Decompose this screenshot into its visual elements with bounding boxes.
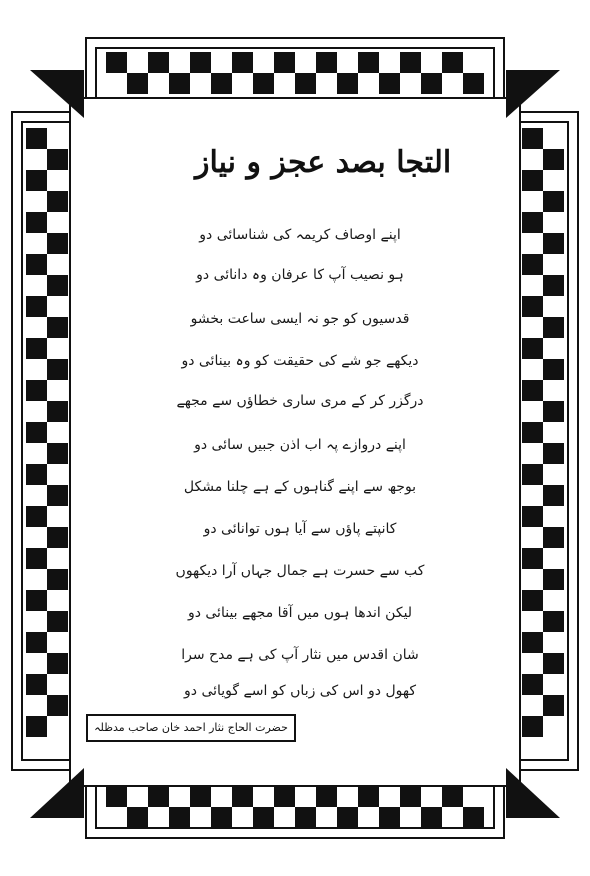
checker-square xyxy=(522,674,543,695)
checker-square xyxy=(26,212,47,233)
checker-square xyxy=(47,653,68,674)
checker-square xyxy=(47,149,68,170)
verse-line: دیکھے جو شے کی حقیقت کو وہ بینائی دو xyxy=(181,353,419,369)
checker-square xyxy=(358,52,379,73)
checker-square xyxy=(522,296,543,317)
checker-square xyxy=(26,128,47,149)
checker-square xyxy=(522,380,543,401)
checker-square xyxy=(127,73,148,94)
checker-square xyxy=(47,485,68,506)
checker-square xyxy=(522,254,543,275)
checker-square xyxy=(47,569,68,590)
verse-line: قدسیوں کو جو نہ ایسی ساعت بخشو xyxy=(190,311,410,327)
verse-line: اپنے اوصاف کریمہ کی شناسائی دو xyxy=(199,227,401,243)
checker-square xyxy=(26,590,47,611)
checker-square xyxy=(211,73,232,94)
checker-square xyxy=(232,52,253,73)
checker-square xyxy=(522,212,543,233)
checker-square xyxy=(106,52,127,73)
checker-square xyxy=(400,786,421,807)
checker-square xyxy=(543,233,564,254)
checker-square xyxy=(522,170,543,191)
checker-square xyxy=(26,338,47,359)
checker-square xyxy=(522,338,543,359)
checker-square xyxy=(148,52,169,73)
checker-square xyxy=(26,716,47,737)
checker-square xyxy=(543,317,564,338)
checker-square xyxy=(295,807,316,828)
checker-square xyxy=(337,73,358,94)
checker-square xyxy=(26,548,47,569)
checker-square xyxy=(253,73,274,94)
checker-square xyxy=(543,611,564,632)
checker-square xyxy=(274,786,295,807)
checker-square xyxy=(316,52,337,73)
checker-square xyxy=(543,401,564,422)
checker-square xyxy=(543,149,564,170)
checker-square xyxy=(190,786,211,807)
verse-line: کھول دو اس کی زباں کو اسے گویائی دو xyxy=(184,683,416,699)
checker-square xyxy=(543,485,564,506)
checker-square xyxy=(26,632,47,653)
checker-square xyxy=(127,807,148,828)
checker-square xyxy=(421,807,442,828)
checker-square xyxy=(148,786,169,807)
checker-square xyxy=(522,506,543,527)
checker-square xyxy=(26,674,47,695)
corner-triangle xyxy=(506,768,560,818)
checker-square xyxy=(169,73,190,94)
checker-square xyxy=(442,52,463,73)
checker-square xyxy=(232,786,253,807)
checker-square xyxy=(190,52,211,73)
checker-square xyxy=(379,807,400,828)
checker-square xyxy=(47,527,68,548)
checker-square xyxy=(522,422,543,443)
checker-square xyxy=(522,464,543,485)
checker-square xyxy=(47,233,68,254)
checker-square xyxy=(274,52,295,73)
checker-square xyxy=(169,807,190,828)
verse-line: بوجھ سے اپنے گناہوں کے ہے چلنا مشکل xyxy=(183,479,417,495)
checker-square xyxy=(26,506,47,527)
checker-square xyxy=(47,611,68,632)
checker-square xyxy=(47,317,68,338)
checker-square xyxy=(543,653,564,674)
verse-line: کب سے حسرت ہے جمال جہاں آرا دیکھوں xyxy=(175,563,425,579)
checker-square xyxy=(47,275,68,296)
checker-square xyxy=(522,128,543,149)
checker-square xyxy=(26,464,47,485)
checker-square xyxy=(463,73,484,94)
checker-square xyxy=(47,191,68,212)
checker-square xyxy=(543,275,564,296)
checker-square xyxy=(106,786,127,807)
checker-square xyxy=(522,716,543,737)
checker-square xyxy=(316,786,337,807)
checker-square xyxy=(211,807,232,828)
attribution-text: حضرت الحاج نثار احمد خان صاحب مدظلہ xyxy=(94,721,288,734)
checker-square xyxy=(442,786,463,807)
verse-line: کانپتے پاؤں سے آیا ہوں توانائی دو xyxy=(203,521,397,537)
verse-line: شان اقدس میں نثار آپ کی ہے مدح سرا xyxy=(181,647,419,663)
checker-square xyxy=(543,191,564,212)
verse-line: درگزر کر کے مری ساری خطاؤں سے مجھے xyxy=(176,393,424,409)
corner-triangle xyxy=(506,70,560,118)
checker-square xyxy=(379,73,400,94)
checker-square xyxy=(522,632,543,653)
verse-line: لیکن اندھا ہوں میں آقا مجھے بینائی دو xyxy=(187,605,413,621)
checker-square xyxy=(543,359,564,380)
poem-title: التجا بصد عجز و نیاز xyxy=(195,145,452,180)
checker-square xyxy=(543,443,564,464)
verse-line: ہو نصیب آپ کا عرفان وہ دانائی دو xyxy=(196,267,404,283)
checker-square xyxy=(47,359,68,380)
checker-square xyxy=(543,695,564,716)
attribution-box xyxy=(86,714,296,742)
checker-square xyxy=(543,527,564,548)
checker-square xyxy=(26,254,47,275)
checker-square xyxy=(337,807,358,828)
checker-square xyxy=(253,807,274,828)
checker-square xyxy=(26,422,47,443)
checker-square xyxy=(26,170,47,191)
verse-line: اپنے دروازے پہ اب اذن جبیں سائی دو xyxy=(194,437,406,453)
checker-square xyxy=(421,73,442,94)
checker-square xyxy=(295,73,316,94)
corner-triangle xyxy=(30,768,84,818)
checker-square xyxy=(543,569,564,590)
checker-square xyxy=(26,380,47,401)
checker-square xyxy=(400,52,421,73)
checker-square xyxy=(26,296,47,317)
checker-square xyxy=(47,401,68,422)
checker-square xyxy=(47,443,68,464)
checker-square xyxy=(47,695,68,716)
checker-square xyxy=(358,786,379,807)
checker-square xyxy=(522,590,543,611)
checker-square xyxy=(522,548,543,569)
checker-square xyxy=(463,807,484,828)
